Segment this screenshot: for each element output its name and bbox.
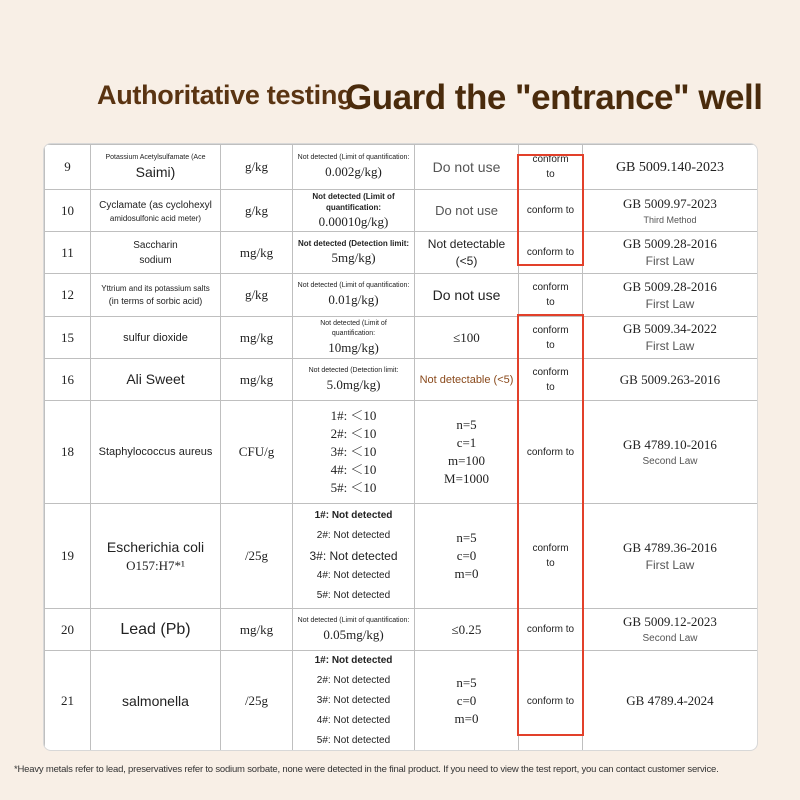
standard: n=5 c=1 m=100 M=1000 [415, 401, 519, 504]
table-row [45, 190, 758, 232]
test-result: 1#: ＜10 2#: ＜10 3#: ＜10 4#: ＜10 5#: ＜10 [293, 401, 415, 504]
table-row [45, 401, 758, 504]
test-method: GB 5009.140-2023 [583, 145, 758, 190]
row-number: 20 [45, 609, 91, 651]
row-number: 18 [45, 401, 91, 504]
test-item: Cyclamate (as cyclohexyl amidosulfonic acid meter) [91, 190, 221, 232]
table-row [45, 504, 758, 609]
unit: g/kg [221, 274, 293, 317]
test-result: Not detected (Detection limit: 5mg/kg) [293, 232, 415, 274]
test-method: GB 5009.34-2022 First Law [583, 317, 758, 359]
test-item: Lead (Pb) [91, 609, 221, 651]
unit: mg/kg [221, 609, 293, 651]
test-method: GB 4789.10-2016 Second Law [583, 401, 758, 504]
header-right-title: Guard the "entrance" well [345, 78, 763, 117]
footnote: *Heavy metals refer to lead, preservatives refer to sodium sorbate, none were detected in the final product. If you need to view the test report, you can contact customer service. [14, 764, 719, 775]
test-item: Potassium Acetylsulfamate (Ace Saimi) [91, 145, 221, 190]
table-row [45, 274, 758, 317]
unit: mg/kg [221, 359, 293, 401]
test-result: 1#: Not detected 2#: Not detected 3#: Not detected 4#: Not detected 5#: Not detected [293, 504, 415, 609]
test-item: salmonella [91, 651, 221, 752]
unit: g/kg [221, 145, 293, 190]
test-item: Saccharin sodium [91, 232, 221, 274]
test-item: Ali Sweet [91, 359, 221, 401]
standard: n=5 c=0 m=0 [415, 504, 519, 609]
test-method: GB 4789.4-2024 [583, 651, 758, 752]
table-row [45, 359, 758, 401]
test-item: Staphylococcus aureus [91, 401, 221, 504]
verdict: conform to [519, 145, 583, 190]
standard: Do not use [415, 190, 519, 232]
test-results-table [44, 144, 758, 751]
row-number: 11 [45, 232, 91, 274]
unit: /25g [221, 504, 293, 609]
test-result: Not detected (Limit of quantification: 0.05mg/kg) [293, 609, 415, 651]
table-row [45, 609, 758, 651]
standard: n=5 c=0 m=0 [415, 651, 519, 752]
table-row [45, 317, 758, 359]
row-number: 12 [45, 274, 91, 317]
test-method: GB 5009.12-2023 Second Law [583, 609, 758, 651]
verdict: conform to [519, 190, 583, 232]
verdict: conform to [519, 317, 583, 359]
test-method: GB 5009.28-2016 First Law [583, 274, 758, 317]
verdict: conform to [519, 401, 583, 504]
row-number: 15 [45, 317, 91, 359]
test-result: Not detected (Detection limit: 5.0mg/kg) [293, 359, 415, 401]
standard: Not detectable (<5) [415, 359, 519, 401]
unit: CFU/g [221, 401, 293, 504]
standard: Do not use [415, 274, 519, 317]
test-results-card [43, 143, 758, 751]
row-number: 21 [45, 651, 91, 752]
verdict: conform to [519, 651, 583, 752]
header [0, 70, 800, 140]
test-item: Escherichia coli O157:H7*¹ [91, 504, 221, 609]
row-number: 19 [45, 504, 91, 609]
header-left-title: Authoritative testing [97, 80, 354, 110]
row-number: 10 [45, 190, 91, 232]
verdict: conform to [519, 274, 583, 317]
test-method: GB 4789.36-2016 First Law [583, 504, 758, 609]
test-item: sulfur dioxide [91, 317, 221, 359]
test-result: 1#: Not detected 2#: Not detected 3#: Not detected 4#: Not detected 5#: Not detected [293, 651, 415, 752]
unit: mg/kg [221, 232, 293, 274]
test-result: Not detected (Limit of quantification: 0.002g/kg) [293, 145, 415, 190]
standard: Do not use [415, 145, 519, 190]
verdict: conform to [519, 609, 583, 651]
test-result: Not detected (Limit of quantification: 10mg/kg) [293, 317, 415, 359]
table-row [45, 232, 758, 274]
test-method: GB 5009.28-2016 First Law [583, 232, 758, 274]
table-row [45, 145, 758, 190]
test-method: GB 5009.263-2016 [583, 359, 758, 401]
verdict: conform to [519, 232, 583, 274]
standard: ≤0.25 [415, 609, 519, 651]
verdict: conform to [519, 504, 583, 609]
test-method: GB 5009.97-2023 Third Method [583, 190, 758, 232]
row-number: 16 [45, 359, 91, 401]
unit: g/kg [221, 190, 293, 232]
test-item: Yttrium and its potassium salts (in terms of sorbic acid) [91, 274, 221, 317]
standard: ≤100 [415, 317, 519, 359]
row-number: 9 [45, 145, 91, 190]
unit: mg/kg [221, 317, 293, 359]
verdict: conform to [519, 359, 583, 401]
test-result: Not detected (Limit of quantification: 0.01g/kg) [293, 274, 415, 317]
test-result: Not detected (Limit of quantification: 0.00010g/kg) [293, 190, 415, 232]
table-row [45, 651, 758, 752]
unit: /25g [221, 651, 293, 752]
standard: Not detectable (<5) [415, 232, 519, 274]
